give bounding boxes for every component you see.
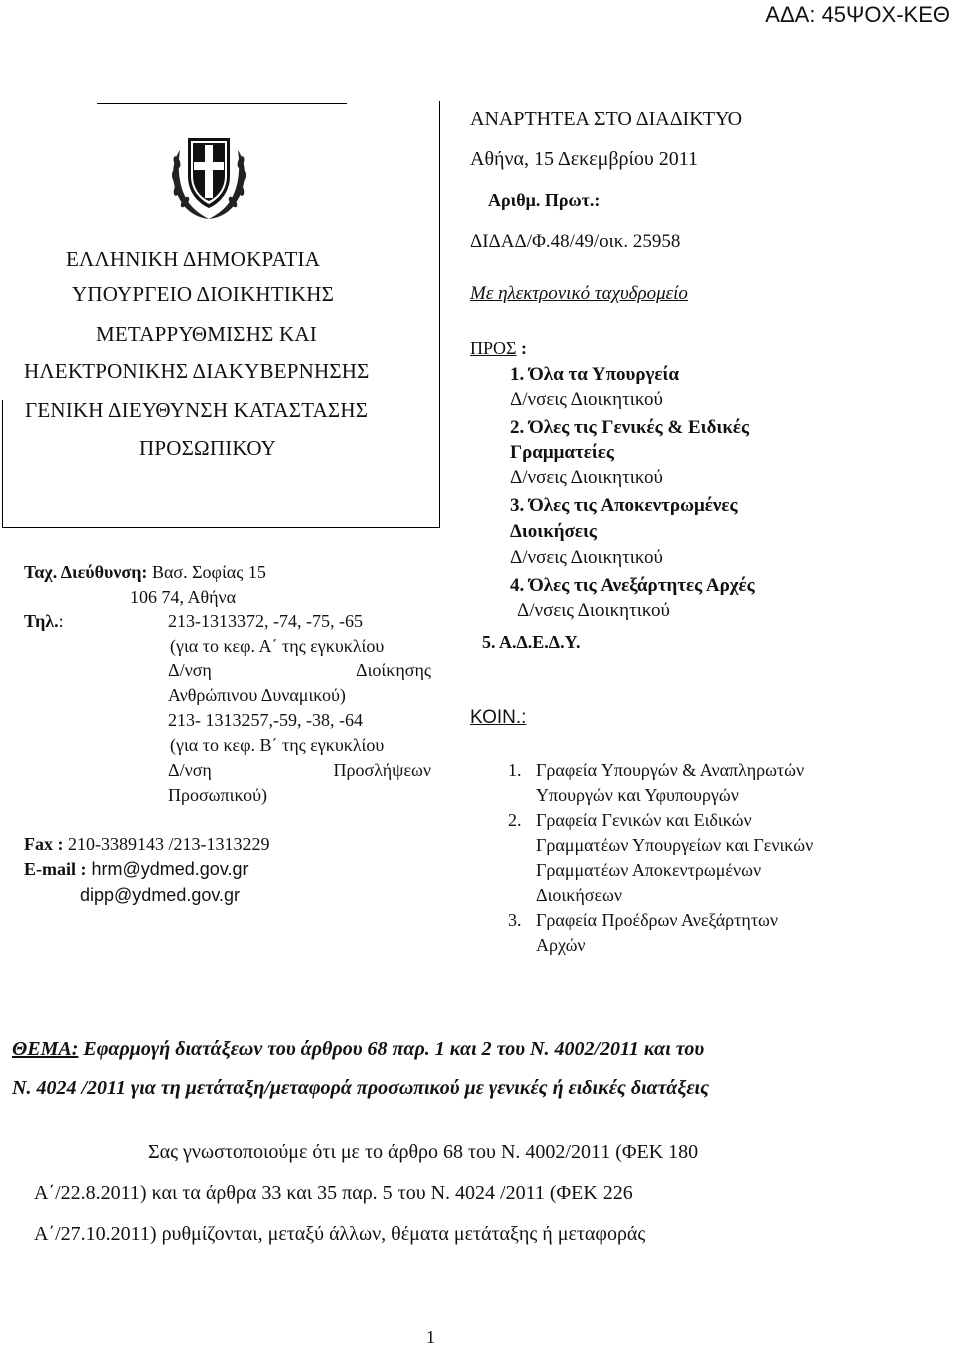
recipient-3-sub: Δ/νσεις Διοικητικού xyxy=(510,547,663,568)
phones-note-2-a: (για το κεφ. Β΄ της εγκυκλίου xyxy=(170,735,385,755)
subject-line-2: Ν. 4024 /2011 για τη μετάταξη/μεταφορά προσωπικού με γενικές ή ειδικές διατάξεις xyxy=(12,1077,710,1099)
address-label: Ταχ. Διεύθυνση: xyxy=(24,562,148,582)
email-dipp[interactable]: dipp@ydmed.gov.gr xyxy=(80,885,241,905)
cc-2-line-3: Γραμματέων Αποκεντρωμένων xyxy=(536,860,762,880)
cc-label: ΚΟΙΝ.: xyxy=(470,707,527,728)
protocol-label: Αριθμ. Πρωτ.: xyxy=(488,190,601,210)
address-line-2: 106 74, Αθήνα xyxy=(130,587,237,607)
address-street: Βασ. Σοφίας 15 xyxy=(147,562,266,582)
issuer-line-6: ΠΡΟΣΩΠΙΚΟΥ xyxy=(139,436,277,460)
cc-1-num: 1. xyxy=(508,760,522,780)
recipient-4-title: 4. Όλες τις Ανεξάρτητες Αρχές xyxy=(510,575,755,596)
page-number: 1 xyxy=(426,1327,435,1347)
cc-3-num: 3. xyxy=(508,910,522,930)
body-line-2: Α΄/22.8.2011) και τα άρθρα 33 και 35 παρ. 5 του Ν. 4024 /2011 (ΦΕΚ 226 xyxy=(34,1182,633,1204)
header-frame-right-line xyxy=(439,101,440,528)
cc-3-line-1: Γραφεία Προέδρων Ανεξάρτητων xyxy=(536,910,779,930)
address-line-1 xyxy=(24,562,266,583)
phones-line-1: 213-1313372, -74, -75, -65 xyxy=(168,611,363,631)
cc-2-num: 2. xyxy=(508,810,522,830)
recipient-2-title: 2. Όλες τις Γενικές & Ειδικές xyxy=(510,417,750,438)
recipient-2-title-cont: Γραμματείες xyxy=(510,442,614,463)
post-online-notice: ΑΝΑΡΤΗΤΕΑ ΣΤΟ ΔΙΑΔΙΚΤΥΟ xyxy=(470,108,743,130)
cc-2-line-1: Γραφεία Γενικών και Ειδικών xyxy=(536,810,752,830)
body-line-1: Σας γνωστοποιούμε ότι με το άρθρο 68 του Ν. 4002/2011 (ΦΕΚ 180 xyxy=(148,1141,699,1163)
fax-line: Fax : 210-3389143 /213-1313229 xyxy=(24,834,270,854)
cc-2-line-4: Διοικήσεων xyxy=(536,885,622,905)
recipient-4-sub: Δ/νσεις Διοικητικού xyxy=(517,600,670,621)
recipient-3-title: 3. Όλες τις Αποκεντρωμένες xyxy=(510,495,738,516)
ada-code: ΑΔΑ: 45ΨΟΧ-ΚΕΘ xyxy=(765,2,950,27)
recipient-1-sub: Δ/νσεις Διοικητικού xyxy=(510,389,663,410)
phone-label: Τηλ.: xyxy=(24,611,64,631)
to-label: ΠΡΟΣ : xyxy=(470,338,527,358)
protocol-number: ΔΙΔΑΔ/Φ.48/49/οικ. 25958 xyxy=(470,231,681,252)
body-line-3: Α΄/27.10.2011) ρυθμίζονται, μεταξύ άλλων, θέματα μετάταξης ή μεταφοράς xyxy=(34,1223,646,1245)
cc-1-line-1: Γραφεία Υπουργών & Αναπληρωτών xyxy=(536,760,805,780)
cc-3-line-2: Αρχών xyxy=(536,935,586,955)
issuer-line-2: ΥΠΟΥΡΓΕΙΟ ΔΙΟΙΚΗΤΙΚΗΣ xyxy=(72,282,335,306)
phones-note-1-b: Δ/νση Διοίκησης xyxy=(168,660,431,680)
email-hrm[interactable]: hrm@ydmed.gov.gr xyxy=(86,859,249,879)
email-line: E-mail : hrm@ydmed.gov.gr xyxy=(24,859,249,879)
header-frame-top-line xyxy=(97,103,347,104)
header-frame-left-line xyxy=(2,400,3,528)
recipient-1-title: 1. Όλα τα Υπουργεία xyxy=(510,364,680,385)
issuer-line-5: ΓΕΝΙΚΗ ΔΙΕΥΘΥΝΣΗ ΚΑΤΑΣΤΑΣΗΣ xyxy=(25,398,369,422)
greek-coat-of-arms-icon xyxy=(166,132,252,222)
phones-note-2-b: Δ/νση Προσλήψεων xyxy=(168,760,431,780)
cc-1-line-2: Υπουργών και Υφυπουργών xyxy=(536,785,739,805)
phones-line-2: 213- 1313257,-59, -38, -64 xyxy=(168,710,363,730)
phones-note-1-a: (για το κεφ. Α΄ της εγκυκλίου xyxy=(170,636,385,656)
date-line: Αθήνα, 15 Δεκεμβρίου 2011 xyxy=(470,148,699,170)
subject-line-1: ΘΕΜΑ: Εφαρμογή διατάξεων του άρθρου 68 παρ. 1 και 2 του Ν. 4002/2011 και του xyxy=(12,1038,705,1060)
cc-2-line-2: Γραμματέων Υπουργείων και Γενικών xyxy=(536,835,814,855)
header-frame-bottom-line xyxy=(3,527,440,528)
phones-note-2-c: Προσωπικού) xyxy=(168,785,268,805)
issuer-line-4: ΗΛΕΚΤΡΟΝΙΚΗΣ ΔΙΑΚΥΒΕΡΝΗΣΗΣ xyxy=(24,359,370,383)
recipient-3-title-cont: Διοικήσεις xyxy=(510,521,597,542)
delivery-method: Με ηλεκτρονικό ταχυδρομείο xyxy=(470,283,688,304)
recipient-5: 5. Α.Δ.Ε.Δ.Υ. xyxy=(482,632,581,652)
recipient-2-sub: Δ/νσεις Διοικητικού xyxy=(510,467,663,488)
issuer-line-1: ΕΛΛΗΝΙΚΗ ΔΗΜΟΚΡΑΤΙΑ xyxy=(66,247,321,271)
subject-label: ΘΕΜΑ: xyxy=(12,1038,79,1060)
phones-note-1-c: Ανθρώπινου Δυναμικού) xyxy=(168,685,346,705)
issuer-line-3: ΜΕΤΑΡΡΥΘΜΙΣΗΣ ΚΑΙ xyxy=(96,322,317,346)
